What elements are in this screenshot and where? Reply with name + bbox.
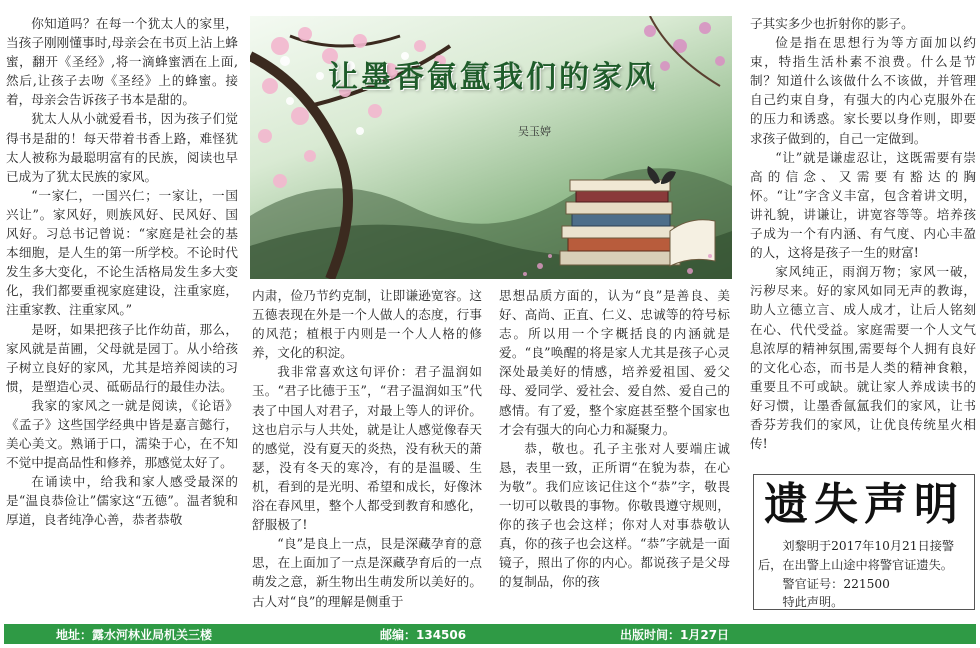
paragraph: 你知道吗？在每一个犹太人的家里，当孩子刚刚懂事时,母亲会在书页上沾上蜂蜜，翻开《圣经》,将一滴蜂蜜洒在上面,然后,让孩子去吻《圣经》上的蜂蜜。接着，母亲会告诉孩子书本是甜的。 bbox=[6, 16, 238, 108]
paragraph: “让”就是谦虚忍让，这既需要有崇高的信念、又需要有豁达的胸怀。“让”字含义丰富，包含着讲文明，讲礼貌，讲谦让，讲宽容等等。培养孩子成为一个有内涵、有气度、内心丰盈的人，这将是孩子一生的财富! bbox=[750, 149, 976, 261]
footer-address: 地址：露水河林业局机关三楼 bbox=[56, 628, 213, 642]
paragraph: 子其实多少也折射你的影子。 bbox=[750, 16, 914, 31]
paragraph: “良”是良上一点，艮是深藏孕育的意思，在上面加了一点是深藏孕育后的一点萌发之意，新生物出生萌发所以美好的。古人对“良”的理解是侧重于 bbox=[252, 536, 482, 609]
notice-title: 遗失声明 bbox=[764, 479, 964, 530]
lost-notice-box bbox=[753, 474, 975, 610]
article-column-2 bbox=[252, 286, 482, 610]
notice-paragraph: 刘黎明于2017年10月21日接警后，在出警上山途中将警官证遗失。 bbox=[758, 539, 955, 572]
notice-closing: 特此声明。 bbox=[782, 595, 844, 610]
footer-bar bbox=[4, 624, 976, 644]
footer-postcode: 邮编：134506 bbox=[380, 628, 467, 642]
paragraph: 恭，敬也。孔子主张对人要端庄诚恳，表里一致，正所谓“在貌为恭，在心为敬”。我们应该记住这个“恭”字，敬畏一切可以敬畏的事物。你敬畏遵守规则，你的孩子也会这样；你对人对事恭敬认真，你的孩子也会这样。“恭”字就是一面镜子，照出了你的内心。都说孩子是父母的复制品，你的孩 bbox=[499, 440, 730, 590]
notice-body bbox=[758, 537, 972, 612]
article-column-1 bbox=[6, 14, 238, 610]
paragraph: 犹太人从小就爱看书，因为孩子们觉得书是甜的！每天带着书香上路，难怪犹太人被称为最聪明富有的民族，阅读也早已成为了犹太民族的家风。 bbox=[6, 111, 238, 184]
footer-publish-date: 出版时间：1月27日 bbox=[620, 628, 730, 642]
article-column-3 bbox=[499, 286, 730, 610]
paragraph: “一家仁，一国兴仁；一家让，一国兴让”。家风好，则族风好、民风好、国风好。习总书记曾说：“家庭是社会的基本细胞，是人生的第一所学校。不论时代发生多大变化，不论生活格局发生多大变化，我们都要重视家庭建设，注重家庭，注重家教、注重家风。” bbox=[6, 187, 238, 318]
paragraph: 俭是指在思想行为等方面加以约束，特指生活朴素不浪费。什么是节制？知道什么该做什么不该做，并管理自己约束自身，有强大的内心克服外在的压力和诱惑。家长要以身作则，即要求孩子做到的，自己一定做到。 bbox=[750, 35, 976, 146]
paragraph: 内肃，俭乃节约克制，让即谦逊宽容。这五德表现在外是一个人做人的态度，行事的风范；植根于内则是一个人人格的修养，文化的积淀。 bbox=[252, 288, 482, 361]
article-author: 吴玉婷 bbox=[518, 125, 551, 138]
notice-id-line: 警官证号：221500 bbox=[782, 576, 890, 591]
article-header-illustration bbox=[250, 16, 732, 279]
article-column-4 bbox=[750, 14, 976, 469]
paragraph: 家风纯正，雨润万物；家风一破，污秽尽来。好的家风如同无声的教诲，助人立德立言、成人成才，让后人铭刻在心、代代受益。家庭需要一个人文气息浓厚的精神氛围,需要每个人拥有良好的文化心态，而书是人类的精神食粮，重要且不可或缺。就让家人养成读书的好习惯，让墨香氤氲我们的家风，让书香芬芳我们的家风，让优良传统星火相传! bbox=[750, 264, 976, 452]
paragraph: 思想品质方面的，认为“良”是善良、美好、高尚、正直、仁义、忠诚等的符号标志。所以用一个字概括良的内涵就是爱。“良”唤醒的将是家人尤其是孩子心灵深处最美好的情感，培养爱祖国、爱父母、爱同学、爱社会、爱自然、爱自己的感情。有了爱，整个家庭甚至整个国家也才会有强大的向心力和凝聚力。 bbox=[499, 288, 730, 437]
paragraph: 是呀，如果把孩子比作幼苗，那么，家风就是苗圃，父母就是园丁。从小给孩子树立良好的家风，尤其是培养阅读的习惯，是塑造心灵、砥砺品行的最佳办法。 bbox=[6, 321, 238, 394]
article-title: 让墨香氤氲我们的家风 bbox=[328, 60, 658, 95]
paragraph: 我家的家风之一就是阅读，《论语》《孟子》这些国学经典中皆是嘉言懿行，美心美文。熟诵于口，濡染于心，在不知不觉中提高品性和修养，那感觉太好了。 bbox=[6, 397, 238, 471]
paragraph: 我非常喜欢这句评价：君子温润如玉。“君子比德于玉”，“君子温润如玉”代表了中国人对君子，对最上等人的评价。这也启示与人共处，就是让人感觉像春天的感觉，没有夏天的炎热，没有秋天的萧瑟，没有冬天的寒冷，有的是温暖、生机，看到的是光明、希望和成长，好像沐浴在春风里，整个人都受到教育和感化，舒服极了! bbox=[252, 364, 482, 533]
paragraph: 在诵读中，给我和家人感受最深的是“温良恭俭让”儒家这“五德”。温者貌和厚道，良者纯净心善，恭者恭敬 bbox=[6, 474, 238, 528]
